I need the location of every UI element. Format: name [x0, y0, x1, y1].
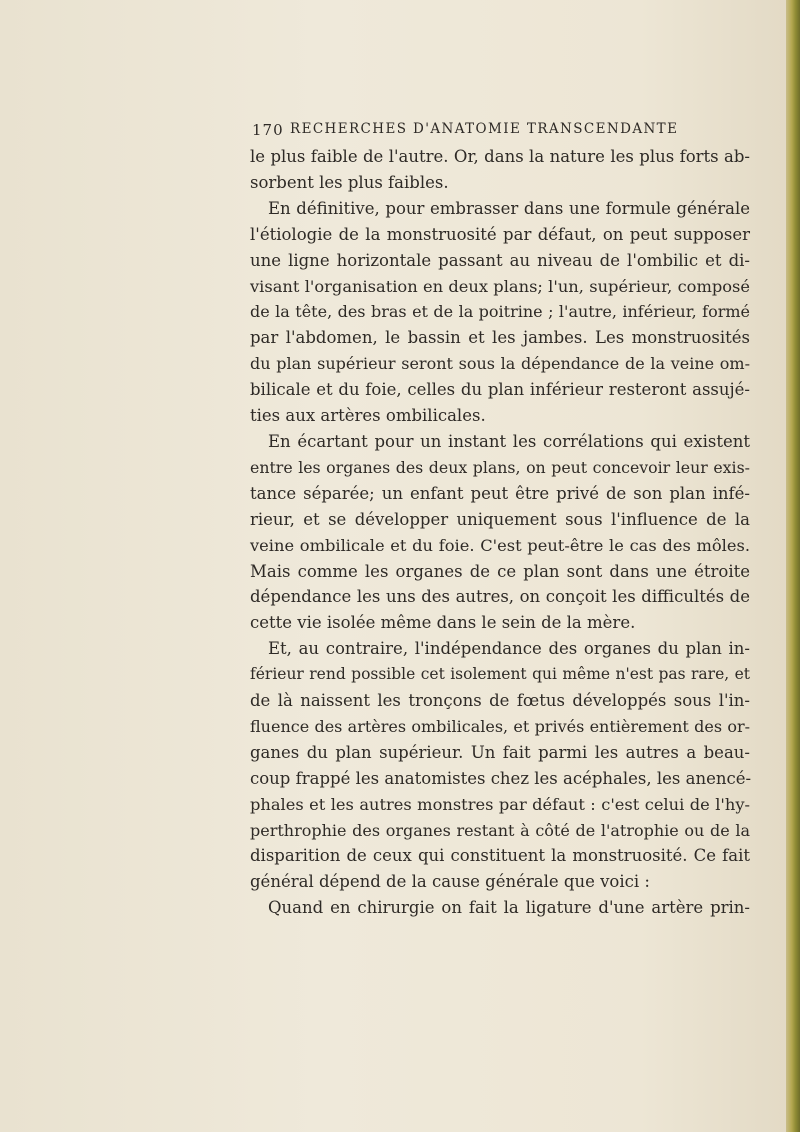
text-line: l'étiologie de la monstruosité par défaut, on peut supposer — [250, 224, 750, 244]
text-line: de là naissent les tronçons de fœtus développés sous l'in- — [250, 691, 750, 711]
text-line: sorbent les plus faibles. — [250, 172, 449, 192]
running-head — [252, 121, 692, 143]
text-line: le plus faible de l'autre. Or, dans la nature les plus forts ab- — [250, 147, 750, 166]
page-binding-edge — [786, 0, 800, 1132]
text-line: du plan supérieur seront sous la dépendance de la veine om- — [250, 354, 750, 374]
body-text — [250, 144, 750, 921]
text-line: disparition de ceux qui constituent la monstruosité. Ce fait — [250, 846, 750, 866]
text-line: fluence des artères ombilicales, et privés entièrement des or- — [250, 716, 750, 736]
text-line: En écartant pour un instant les corrélations qui existent — [268, 431, 750, 451]
text-line: Mais comme les organes de ce plan sont dans une étroite — [250, 561, 750, 581]
text-line: entre les organes des deux plans, on peut concevoir leur exis- — [250, 457, 750, 477]
text-line: perthrophie des organes restant à côté de l'atrophie ou de la — [250, 820, 750, 840]
page-number: 170 — [252, 121, 284, 139]
text-line: veine ombilicale et du foie. C'est peut-être le cas des môles. — [250, 535, 750, 555]
text-line: En définitive, pour embrasser dans une formule générale — [268, 198, 750, 218]
text-line: tance séparée; un enfant peut être privé de son plan infé- — [250, 483, 750, 503]
text-line: bilicale et du foie, celles du plan inférieur resteront assujé- — [250, 380, 750, 400]
text-line: de la tête, des bras et de la poitrine ; l'autre, inférieur, formé — [250, 302, 750, 322]
text-line: général dépend de la cause générale que voici : — [250, 872, 650, 892]
text-line: Quand en chirurgie on fait la ligature d'une artère prin- — [268, 898, 750, 918]
text-line: ganes du plan supérieur. Un fait parmi les autres a beau- — [250, 742, 750, 762]
text-line: coup frappé les anatomistes chez les acéphales, les anencé- — [250, 768, 752, 788]
text-line: rieur, et se développer uniquement sous l'influence de la — [250, 509, 750, 529]
text-line: par l'abdomen, le bassin et les jambes. Les monstruosités — [250, 328, 750, 348]
text-line: phales et les autres monstres par défaut : c'est celui de l'hy- — [250, 794, 750, 814]
text-line: ties aux artères ombilicales. — [250, 406, 486, 426]
text-line: cette vie isolée même dans le sein de la mère. — [250, 613, 636, 633]
text-line: dépendance les uns des autres, on conçoit les difficultés de — [250, 587, 750, 607]
text-line: visant l'organisation en deux plans; l'un, supérieur, composé — [250, 276, 750, 296]
running-head-title: RECHERCHES D'ANATOMIE TRANSCENDANTE — [290, 121, 679, 137]
text-line: Et, au contraire, l'indépendance des organes du plan in- — [268, 639, 750, 659]
text-line: une ligne horizontale passant au niveau de l'ombilic et di- — [250, 250, 750, 270]
text-line: férieur rend possible cet isolement qui même n'est pas rare, et — [250, 665, 750, 684]
